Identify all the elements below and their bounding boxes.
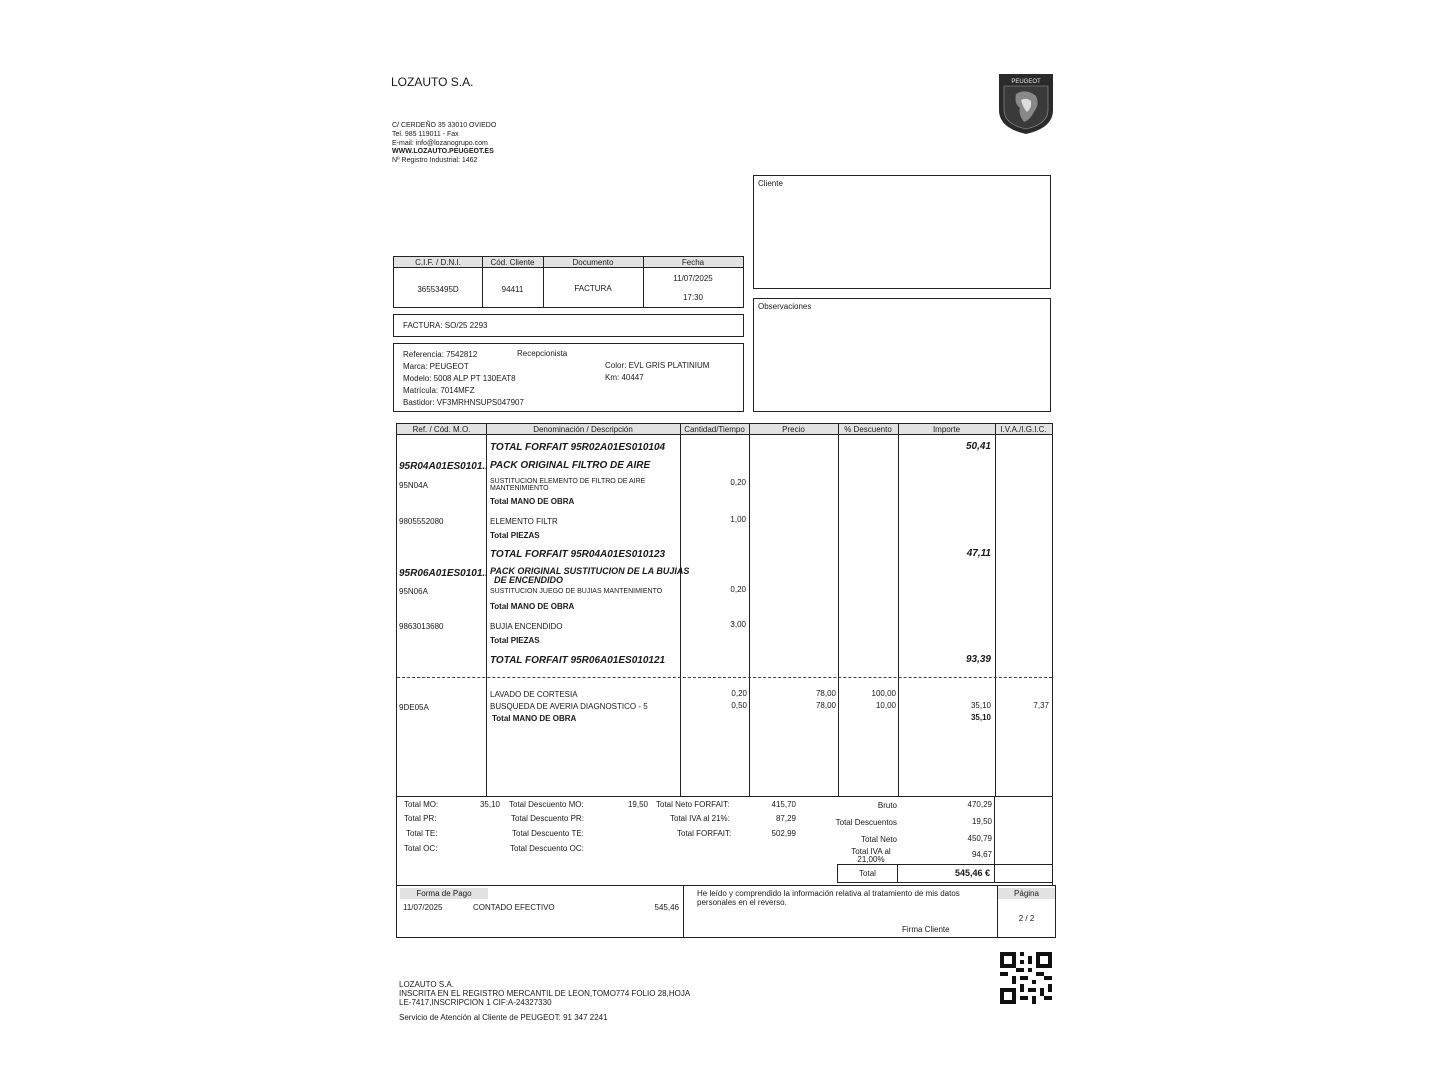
row-qty: 0,20: [730, 478, 746, 487]
row-ref: 9DE05A: [399, 703, 429, 712]
lines-col-line: [838, 424, 839, 796]
total-te-label: Total TE:: [406, 829, 438, 838]
row-amount: 35,10: [970, 713, 991, 722]
total-oc-label: Total OC:: [404, 844, 438, 853]
row-ref: 9805552080: [399, 517, 444, 526]
row-qty: 0,20: [730, 585, 746, 594]
row-description: Total MANO DE OBRA: [490, 602, 575, 611]
row-ref: 95R06A01ES0101..: [399, 568, 488, 579]
row-discount: 10,00: [875, 701, 896, 710]
footer-company: LOZAUTO S.A.: [399, 980, 454, 989]
client-label: Cliente: [758, 179, 783, 188]
lines-col-line: [898, 424, 899, 796]
lines-header-price: Precio: [782, 425, 805, 434]
doc-document: FACTURA: [574, 284, 612, 293]
payment-divider: [683, 886, 684, 937]
row-ref: 9863013680: [399, 622, 444, 631]
payment-date: 11/07/2025: [403, 903, 443, 912]
row-description: TOTAL FORFAIT 95R02A01ES010104: [490, 442, 666, 453]
doc-date: 11/07/2025: [673, 274, 713, 283]
neto-forfait: 415,70: [771, 800, 796, 809]
total-mo: 35,10: [479, 800, 500, 809]
total-label: Total: [859, 869, 876, 878]
iva-21-label: Total IVA al 21%:: [670, 814, 730, 823]
invoice-number: FACTURA: SO/25 2293: [403, 321, 488, 330]
row-amount: 93,39: [965, 654, 991, 665]
desc-mo: 19,50: [627, 800, 648, 809]
total-mo-label: Total MO:: [404, 800, 439, 809]
doc-time: 17:30: [682, 293, 704, 302]
bruto-label: Bruto: [877, 801, 897, 810]
payment-box: [396, 885, 1056, 938]
row-description: ELEMENTO FILTR: [490, 517, 558, 526]
lines-col-line: [995, 424, 996, 796]
signature-label: Firma Cliente: [902, 925, 950, 934]
total-pr-label: Total PR:: [404, 814, 437, 823]
row-qty: 3,00: [730, 620, 746, 629]
row-amount: 35,10: [970, 701, 991, 710]
row-description: BUSQUEDA DE AVERIA DIAGNOSTICO - 5: [490, 702, 648, 711]
row-description: TOTAL FORFAIT 95R06A01ES010121: [490, 655, 666, 666]
row-description: BUJIA ENCENDIDO: [490, 622, 563, 631]
row-description-2: DE ENCENDIDO: [494, 575, 564, 585]
desc-mo-label: Total Descuento MO:: [509, 800, 584, 809]
company-registry: Nº Registro Industrial: 1462: [392, 157, 478, 164]
company-phone: Tel. 985 119011 - Fax: [392, 131, 459, 138]
observations-label: Observaciones: [758, 302, 812, 311]
vehicle-referencia: Referencia: 7542812: [403, 350, 478, 359]
vehicle-modelo: Modelo: 5008 ALP PT 130EAT8: [403, 374, 516, 383]
lines-header-qty: Cantidad/Tiempo: [684, 425, 745, 434]
row-vat: 7,37: [1033, 701, 1049, 710]
neto-label: Total Neto: [860, 835, 897, 844]
row-ref: 95R04A01ES0101..: [399, 461, 488, 472]
row-qty: 1,00: [730, 515, 746, 524]
lines-col-line: [749, 424, 750, 796]
row-description: PACK ORIGINAL FILTRO DE AIRE: [490, 460, 651, 471]
observations-box: [753, 298, 1051, 412]
lines-header-vat: I.V.A./I.G.I.C.: [1000, 425, 1047, 434]
row-amount: 47,11: [966, 548, 991, 559]
row-description: Total PIEZAS: [490, 636, 540, 645]
desc-oc-label: Total Descuento OC:: [510, 844, 584, 853]
descuentos-label: Total Descuentos: [835, 818, 897, 827]
descuentos: 19,50: [971, 817, 992, 826]
payment-header: Forma de Pago: [416, 889, 472, 898]
total-amount: 545,46 €: [954, 868, 990, 878]
neto-forfait-label: Total Neto FORFAIT:: [656, 800, 730, 809]
row-description-2: MANTENIMIENTO: [490, 485, 549, 492]
vehicle-recepcionista: Recepcionista: [517, 349, 568, 358]
vehicle-km: Km: 40447: [605, 373, 644, 382]
total-box-divider: [994, 865, 995, 882]
row-description: Total PIEZAS: [490, 531, 540, 540]
doc-header-cif: C.I.F. / D.N.I.: [415, 258, 461, 267]
totals-section: [396, 797, 1053, 885]
forfait: 502,99: [771, 829, 796, 838]
forfait-label: Total FORFAIT:: [677, 829, 732, 838]
doc-info-table: [393, 256, 744, 308]
desc-pr-label: Total Descuento PR:: [511, 814, 584, 823]
totals-col-line: [994, 797, 995, 864]
payment-amount: 545,46: [654, 903, 679, 912]
peugeot-logo-text: PEUGEOT: [1011, 79, 1041, 85]
vehicle-matricula: Matrícula: 7014MFZ: [403, 386, 475, 395]
iva: 94,67: [971, 850, 992, 859]
row-description: PACK ORIGINAL SUSTITUCION DE LA BUJIAS: [490, 566, 690, 576]
doc-client-code: 94411: [501, 285, 524, 294]
lines-header-amount: Importe: [932, 425, 961, 434]
desc-te-label: Total Descuento TE:: [512, 829, 584, 838]
company-address: C/ CERDEÑO 35 33010 OVIEDO: [392, 122, 497, 129]
vehicle-color: Color: EVL GRIS PLATINIUM: [605, 361, 710, 370]
row-description: Total MANO DE OBRA: [490, 497, 575, 506]
vehicle-box: [393, 343, 744, 412]
doc-header-date: Fecha: [681, 258, 705, 267]
lines-table: [396, 423, 1053, 797]
doc-cif: 36553495D: [417, 285, 459, 294]
lines-header-desc: Denominación / Descripción: [533, 425, 633, 434]
page-number: 2 / 2: [1018, 914, 1035, 923]
lines-col-line: [486, 424, 487, 796]
company-name: LOZAUTO S.A.: [391, 75, 474, 89]
invoice-number-box: [393, 314, 744, 337]
row-description: SUSTITUCION JUEGO DE BUJIAS MANTENIMIENTO: [490, 588, 663, 595]
row-description: LAVADO DE CORTESIA: [490, 690, 578, 699]
lines-separator: [397, 677, 1052, 678]
company-website: WWW.LOZAUTO.PEUGEOT.ES: [392, 148, 494, 155]
qr-code: [1000, 952, 1052, 1004]
lines-header-discount: % Descuento: [844, 425, 892, 434]
row-price: 78,00: [815, 701, 836, 710]
bruto: 470,29: [967, 800, 992, 809]
row-ref: 95N04A: [399, 481, 428, 490]
page-label: Página: [1014, 889, 1039, 898]
iva-label: Total IVA al: [851, 847, 891, 856]
doc-header-document: Documento: [572, 258, 614, 267]
row-description: SUSTITUCION ELEMENTO DE FILTRO DE AIRE: [490, 478, 646, 485]
row-ref: 95N06A: [399, 587, 428, 596]
vehicle-bastidor: Bastidor: VF3MRHNSUPS047907: [403, 398, 524, 407]
company-email: E-mail: info@lozanogrupo.com: [392, 140, 488, 147]
lines-header-ref: Ref. / Cód. M.O.: [412, 425, 471, 434]
row-qty: 0,50: [731, 701, 747, 710]
row-description: Total MANO DE OBRA: [492, 714, 577, 723]
client-box: [753, 175, 1051, 289]
totals-left-border: [396, 797, 397, 885]
row-qty: 0,20: [731, 689, 747, 698]
doc-header-client-code: Cód. Cliente: [490, 258, 535, 267]
footer-cif: LE-7417,INSCRIPCION 1 CIF:A-24327330: [399, 998, 552, 1007]
neto: 450,79: [967, 834, 992, 843]
lines-header-line: [397, 434, 1052, 435]
row-price: 78,00: [815, 689, 836, 698]
row-description: TOTAL FORFAIT 95R04A01ES010123: [490, 549, 666, 560]
consent-line-2: personales en el reverso.: [697, 898, 787, 907]
consent-line-1: He leído y comprendido la información relativa al tratamiento de mis datos: [697, 889, 960, 898]
iva-rate: 21,00%: [857, 855, 885, 864]
doc-header-line: [394, 267, 743, 268]
row-amount: 50,41: [965, 441, 991, 452]
peugeot-logo: [996, 70, 1056, 136]
row-discount: 100,00: [871, 689, 896, 698]
footer-service: Servicio de Atención al Cliente de PEUGEOT: 91 347 2241: [399, 1013, 608, 1022]
vehicle-marca: Marca: PEUGEOT: [403, 362, 469, 371]
payment-method: CONTADO EFECTIVO: [473, 903, 555, 912]
total-box: [837, 864, 1053, 883]
iva-21: 87,29: [775, 814, 796, 823]
footer-registry: INSCRITA EN EL REGISTRO MERCANTIL DE LEON,TOMO774 FOLIO 28,HOJA: [399, 989, 691, 998]
